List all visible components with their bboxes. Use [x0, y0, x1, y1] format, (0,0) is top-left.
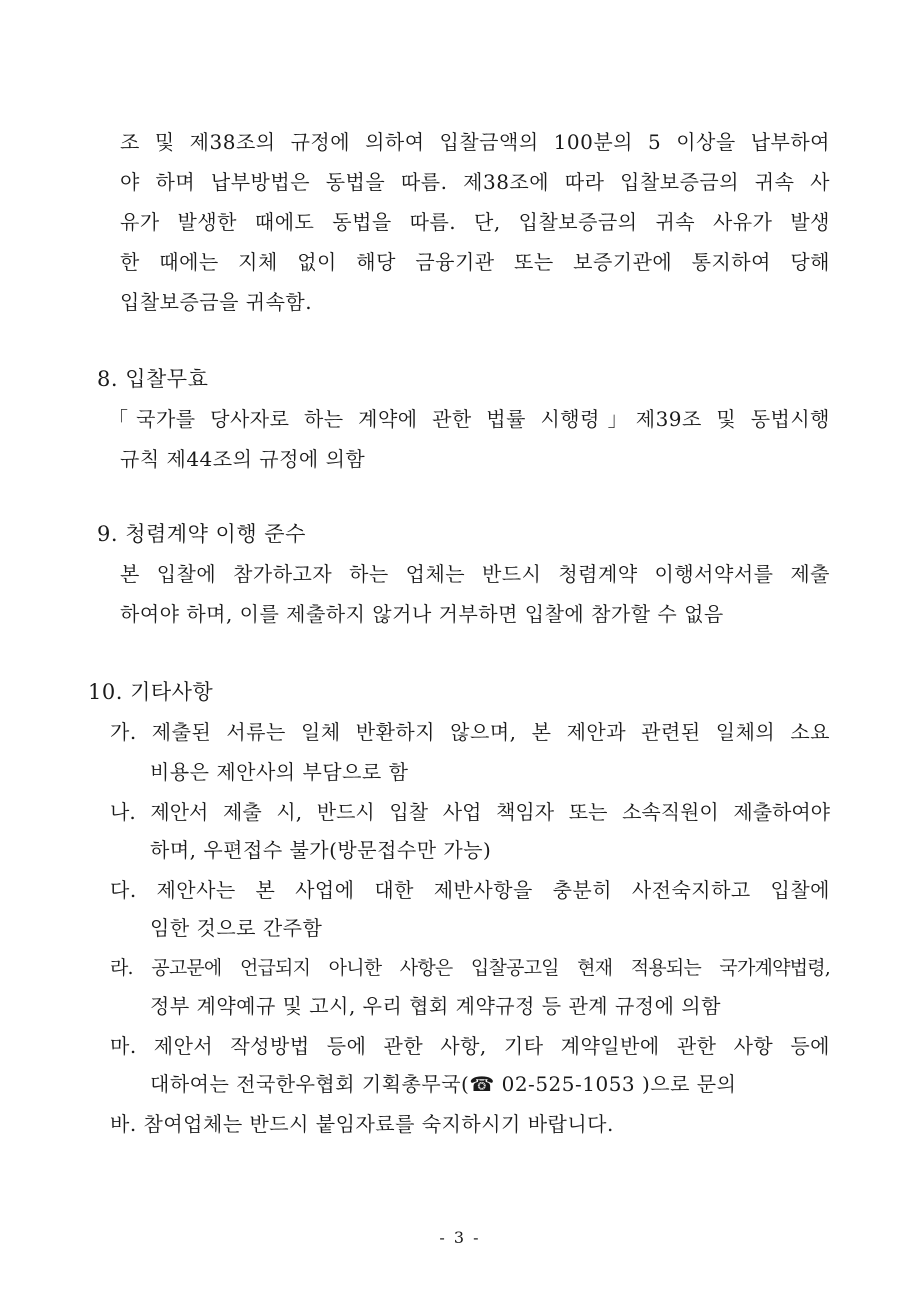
- section-8-line-2: 규칙 제44조의 규정에 의함: [120, 447, 366, 471]
- continuation-line-3: 유가 발생한 때에도 동법을 따름. 단, 입찰보증금의 귀속 사유가 발생: [120, 210, 830, 234]
- section-9-title: 9. 청렴계약 이행 준수: [97, 522, 306, 546]
- item-ga-line-1: 가. 제출된 서류는 일체 반환하지 않으며, 본 제안과 관련된 일체의 소요: [110, 720, 830, 744]
- item-ma-line-2-post: 02-525-1053 )으로 문의: [494, 1072, 737, 1096]
- section-9-line-1: 본 입찰에 참가하고자 하는 업체는 반드시 청렴계약 이행서약서를 제출: [120, 562, 830, 586]
- continuation-line-1: 조 및 제38조의 규정에 의하여 입찰금액의 100분의 5 이상을 납부하여: [120, 130, 830, 154]
- item-ma-line-2-pre: 대하여는 전국한우협회 기획총무국(: [150, 1072, 470, 1096]
- item-ma-line-1: 마. 제안서 작성방법 등에 관한 사항, 기타 계약일반에 관한 사항 등에: [110, 1034, 830, 1058]
- section-8-line-1: 「국가를 당사자로 하는 계약에 관한 법률 시행령」제39조 및 동법시행: [108, 407, 830, 431]
- continuation-line-4: 한 때에는 지체 없이 해당 금융기관 또는 보증기관에 통지하여 당해: [120, 250, 830, 274]
- page-number: - 3 -: [439, 1228, 481, 1247]
- section-8-title: 8. 입찰무효: [97, 367, 209, 391]
- section-10-title: 10. 기타사항: [88, 680, 214, 704]
- item-ga-line-2: 비용은 제안사의 부담으로 함: [150, 760, 409, 784]
- item-ra-line-1: 라. 공고문에 언급되지 아니한 사항은 입찰공고일 현재 적용되는 국가계약법령,: [110, 957, 830, 979]
- continuation-line-2: 야 하며 납부방법은 동법을 따름. 제38조에 따라 입찰보증금의 귀속 사: [120, 170, 830, 194]
- item-ba-line-1: 바. 참여업체는 반드시 붙임자료를 숙지하시기 바랍니다.: [110, 1112, 614, 1136]
- section-9-line-2: 하여야 하며, 이를 제출하지 않거나 거부하면 입찰에 참가할 수 없음: [120, 602, 724, 626]
- item-na-line-2: 하며, 우편접수 불가(방문접수만 가능): [150, 838, 492, 862]
- item-da-line-2: 임한 것으로 간주함: [150, 916, 323, 940]
- telephone-icon: ☎: [469, 1072, 495, 1096]
- item-na-line-1: 나. 제안서 제출 시, 반드시 입찰 사업 책임자 또는 소속직원이 제출하여야: [110, 800, 830, 824]
- item-da-line-1: 다. 제안사는 본 사업에 대한 제반사항을 충분히 사전숙지하고 입찰에: [110, 878, 830, 902]
- continuation-line-5: 입찰보증금을 귀속함.: [120, 290, 313, 314]
- item-ra-line-2: 정부 계약예규 및 고시, 우리 협회 계약규정 등 관계 규정에 의함: [150, 994, 721, 1018]
- item-ma-line-2: [150, 1070, 736, 1098]
